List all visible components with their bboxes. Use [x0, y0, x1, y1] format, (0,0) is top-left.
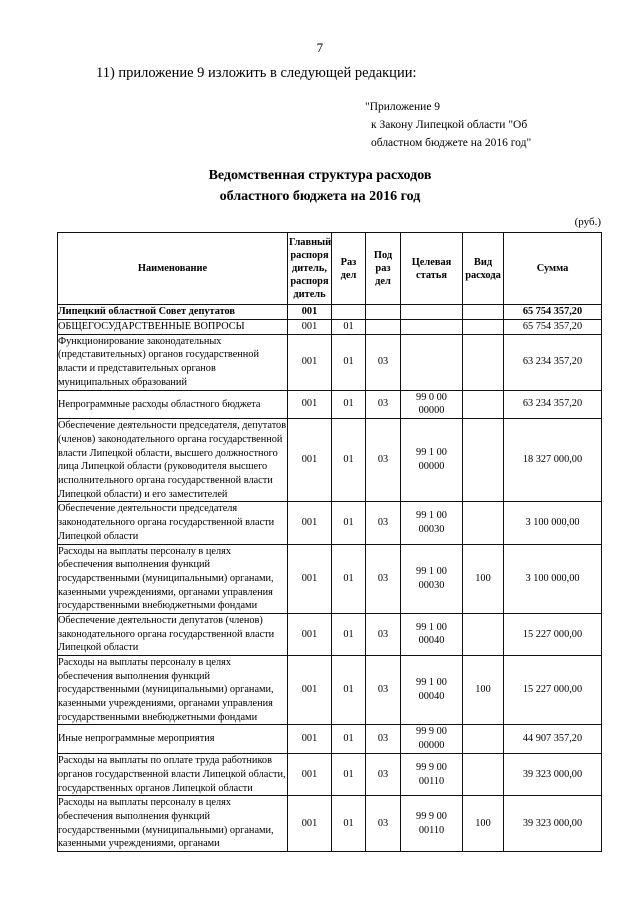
cell-name: Расходы на выплаты персоналу в целях обеспечения выполнения функций государственными (муниципальными) органами, казенными учреждениями, органами управления государственными внебюджетными фондами — [58, 656, 288, 725]
cell-sum: 18 327 000,00 — [504, 419, 602, 502]
document-title-line-1: Ведомственная структура расходов — [208, 168, 432, 183]
cell-section: 01 — [332, 656, 366, 725]
column-header-sum: Сумма — [504, 233, 602, 305]
table-header-row — [58, 233, 602, 305]
subsection-line-2: раз — [375, 263, 391, 274]
cell-chief-manager: 001 — [288, 725, 332, 754]
cell-subsection: 03 — [366, 796, 401, 852]
chief-manager-line-2: распоря — [290, 250, 329, 261]
cell-expense-type: 100 — [463, 656, 504, 725]
cell-chief-manager: 001 — [288, 319, 332, 334]
document-title-line-2: областного бюджета на 2016 год — [219, 189, 421, 204]
chief-manager-line-4: распоря — [290, 276, 329, 287]
target-article-part-1: 99 9 00 — [416, 810, 447, 822]
table-row — [58, 319, 602, 334]
chief-manager-line-3: дитель, — [292, 263, 327, 274]
cell-chief-manager: 001 — [288, 796, 332, 852]
cell-section: 01 — [332, 613, 366, 655]
column-header-name: Наименование — [58, 233, 288, 305]
cell-expense-type — [463, 334, 504, 390]
cell-expense-type — [463, 754, 504, 796]
expense-type-line-1: Вид — [473, 256, 493, 268]
cell-subsection: 03 — [366, 334, 401, 390]
cell-name: Расходы на выплаты по оплате труда работников органов государственной власти Липецкой области, государственных органов Липецкой области — [58, 754, 288, 796]
table-row — [58, 502, 602, 544]
appendix-reference-line-2: к Закону Липецкой области "Об — [371, 118, 528, 131]
cell-expense-type — [463, 613, 504, 655]
appendix-reference — [365, 99, 615, 152]
cell-chief-manager: 001 — [288, 390, 332, 419]
cell-expense-type — [463, 502, 504, 544]
table-row — [58, 613, 602, 655]
cell-expense-type — [463, 305, 504, 320]
target-article-part-1: 99 1 00 — [416, 447, 447, 459]
target-article-part-1: 99 9 00 — [416, 761, 447, 773]
cell-target-article — [401, 754, 463, 796]
column-header-chief-manager — [288, 233, 332, 305]
table-body — [58, 305, 602, 852]
cell-sum: 3 100 000,00 — [504, 544, 602, 613]
page-number: 7 — [316, 40, 324, 55]
cell-name: Липецкий областной Совет депутатов — [58, 305, 288, 320]
cell-target-article — [401, 656, 463, 725]
table-header — [58, 233, 602, 305]
document-title — [0, 165, 640, 207]
cell-section: 01 — [332, 754, 366, 796]
cell-sum: 65 754 357,20 — [504, 305, 602, 320]
table-row — [58, 390, 602, 419]
cell-target-article — [401, 796, 463, 852]
intro-paragraph: 11) приложение 9 изложить в следующей редакции: — [96, 65, 417, 81]
cell-target-article — [401, 544, 463, 613]
cell-chief-manager: 001 — [288, 754, 332, 796]
chief-manager-line-1: Главный — [289, 237, 332, 248]
cell-sum: 63 234 357,20 — [504, 334, 602, 390]
target-article-part-2: 00110 — [418, 775, 445, 787]
cell-sum: 63 234 357,20 — [504, 390, 602, 419]
cell-chief-manager: 001 — [288, 544, 332, 613]
table-row — [58, 334, 602, 390]
column-header-expense-type — [463, 233, 504, 305]
target-article-part-2: 00040 — [418, 635, 445, 647]
column-header-subsection — [366, 233, 401, 305]
cell-target-article — [401, 305, 463, 320]
target-article-line-2: статья — [416, 269, 447, 281]
cell-section: 01 — [332, 796, 366, 852]
cell-chief-manager: 001 — [288, 419, 332, 502]
cell-name: Функционирование законодательных (представительных) органов государственной власти и представительных органов муниципальных образований — [58, 334, 288, 390]
cell-subsection: 03 — [366, 544, 401, 613]
cell-section — [332, 305, 366, 320]
cell-target-article — [401, 725, 463, 754]
cell-section: 01 — [332, 390, 366, 419]
cell-subsection — [366, 319, 401, 334]
cell-chief-manager: 001 — [288, 305, 332, 320]
target-article-part-1: 99 1 00 — [416, 510, 447, 522]
cell-section: 01 — [332, 725, 366, 754]
cell-target-article — [401, 613, 463, 655]
cell-name: Иные непрограммные мероприятия — [58, 725, 288, 754]
cell-target-article — [401, 390, 463, 419]
cell-name: Расходы на выплаты персоналу в целях обеспечения выполнения функций государственными (муниципальными) органами, казенными учреждениями, органами — [58, 796, 288, 852]
cell-subsection: 03 — [366, 502, 401, 544]
cell-expense-type — [463, 390, 504, 419]
subsection-line-1: Под — [373, 250, 393, 261]
cell-expense-type — [463, 319, 504, 334]
cell-sum: 39 323 000,00 — [504, 796, 602, 852]
cell-subsection: 03 — [366, 419, 401, 502]
cell-chief-manager: 001 — [288, 613, 332, 655]
cell-expense-type — [463, 725, 504, 754]
appendix-reference-line-1: "Приложение 9 — [365, 101, 441, 113]
cell-target-article — [401, 502, 463, 544]
cell-subsection: 03 — [366, 656, 401, 725]
cell-sum: 3 100 000,00 — [504, 502, 602, 544]
target-article-part-2: 00040 — [418, 691, 445, 703]
cell-name: Обеспечение деятельности председателя законодательного органа государственной власти Липецкой области — [58, 502, 288, 544]
target-article-part-1: 99 1 00 — [416, 677, 447, 689]
subsection-line-3: дел — [375, 276, 391, 287]
cell-chief-manager: 001 — [288, 656, 332, 725]
target-article-part-2: 00000 — [418, 461, 445, 473]
target-article-part-2: 00030 — [418, 523, 445, 535]
cell-expense-type — [463, 419, 504, 502]
cell-sum: 15 227 000,00 — [504, 613, 602, 655]
cell-section: 01 — [332, 502, 366, 544]
cell-target-article — [401, 334, 463, 390]
target-article-part-1: 99 1 00 — [416, 565, 447, 577]
cell-section: 01 — [332, 334, 366, 390]
chief-manager-line-5: дитель — [293, 289, 326, 300]
cell-sum: 44 907 357,20 — [504, 725, 602, 754]
cell-name: Обеспечение деятельности председателя, депутатов (членов) законодательного органа государственной власти Липецкой области, высшего должностного лица Липецкой области (руководителя высшего исполнительного органа государственной власти Липецкой области) и его заместителей — [58, 419, 288, 502]
cell-expense-type: 100 — [463, 544, 504, 613]
table-row — [58, 544, 602, 613]
table-row — [58, 419, 602, 502]
cell-name: Непрограммные расходы областного бюджета — [58, 390, 288, 419]
table-row — [58, 725, 602, 754]
cell-name: Расходы на выплаты персоналу в целях обеспечения выполнения функций государственными (муниципальными) органами, казенными учреждениями, органами управления государственными внебюджетными фондами — [58, 544, 288, 613]
cell-chief-manager: 001 — [288, 502, 332, 544]
cell-subsection: 03 — [366, 613, 401, 655]
cell-section: 01 — [332, 319, 366, 334]
section-line-2: дел — [340, 269, 357, 281]
target-article-part-1: 99 0 00 — [416, 391, 447, 403]
cell-section: 01 — [332, 544, 366, 613]
section-line-1: Раз — [340, 256, 357, 268]
cell-sum: 15 227 000,00 — [504, 656, 602, 725]
target-article-part-1: 99 1 00 — [416, 621, 447, 633]
cell-section: 01 — [332, 419, 366, 502]
column-header-section — [332, 233, 366, 305]
appendix-reference-line-3: областном бюджете на 2016 год" — [371, 136, 532, 149]
target-article-part-2: 00000 — [418, 405, 445, 417]
cell-expense-type: 100 — [463, 796, 504, 852]
cell-chief-manager: 001 — [288, 334, 332, 390]
table-row — [58, 796, 602, 852]
target-article-part-1: 99 9 00 — [416, 726, 447, 738]
table-row — [58, 305, 602, 320]
cell-subsection — [366, 305, 401, 320]
table-row — [58, 656, 602, 725]
cell-subsection: 03 — [366, 725, 401, 754]
cell-subsection: 03 — [366, 390, 401, 419]
cell-target-article — [401, 419, 463, 502]
units-label: (руб.) — [574, 216, 601, 228]
target-article-part-2: 00110 — [418, 824, 445, 836]
target-article-line-1: Целевая — [411, 256, 452, 268]
cell-subsection: 03 — [366, 754, 401, 796]
cell-name: ОБЩЕГОСУДАРСТВЕННЫЕ ВОПРОСЫ — [58, 319, 288, 334]
expense-type-line-2: расхода — [465, 269, 501, 281]
budget-table — [57, 232, 602, 852]
cell-name: Обеспечение деятельности депутатов (членов) законодательного органа государственной власти Липецкой области — [58, 613, 288, 655]
table-row — [58, 754, 602, 796]
column-header-target-article — [401, 233, 463, 305]
cell-sum: 39 323 000,00 — [504, 754, 602, 796]
cell-target-article — [401, 319, 463, 334]
target-article-part-2: 00000 — [418, 740, 445, 752]
target-article-part-2: 00030 — [418, 579, 445, 591]
cell-sum: 65 754 357,20 — [504, 319, 602, 334]
